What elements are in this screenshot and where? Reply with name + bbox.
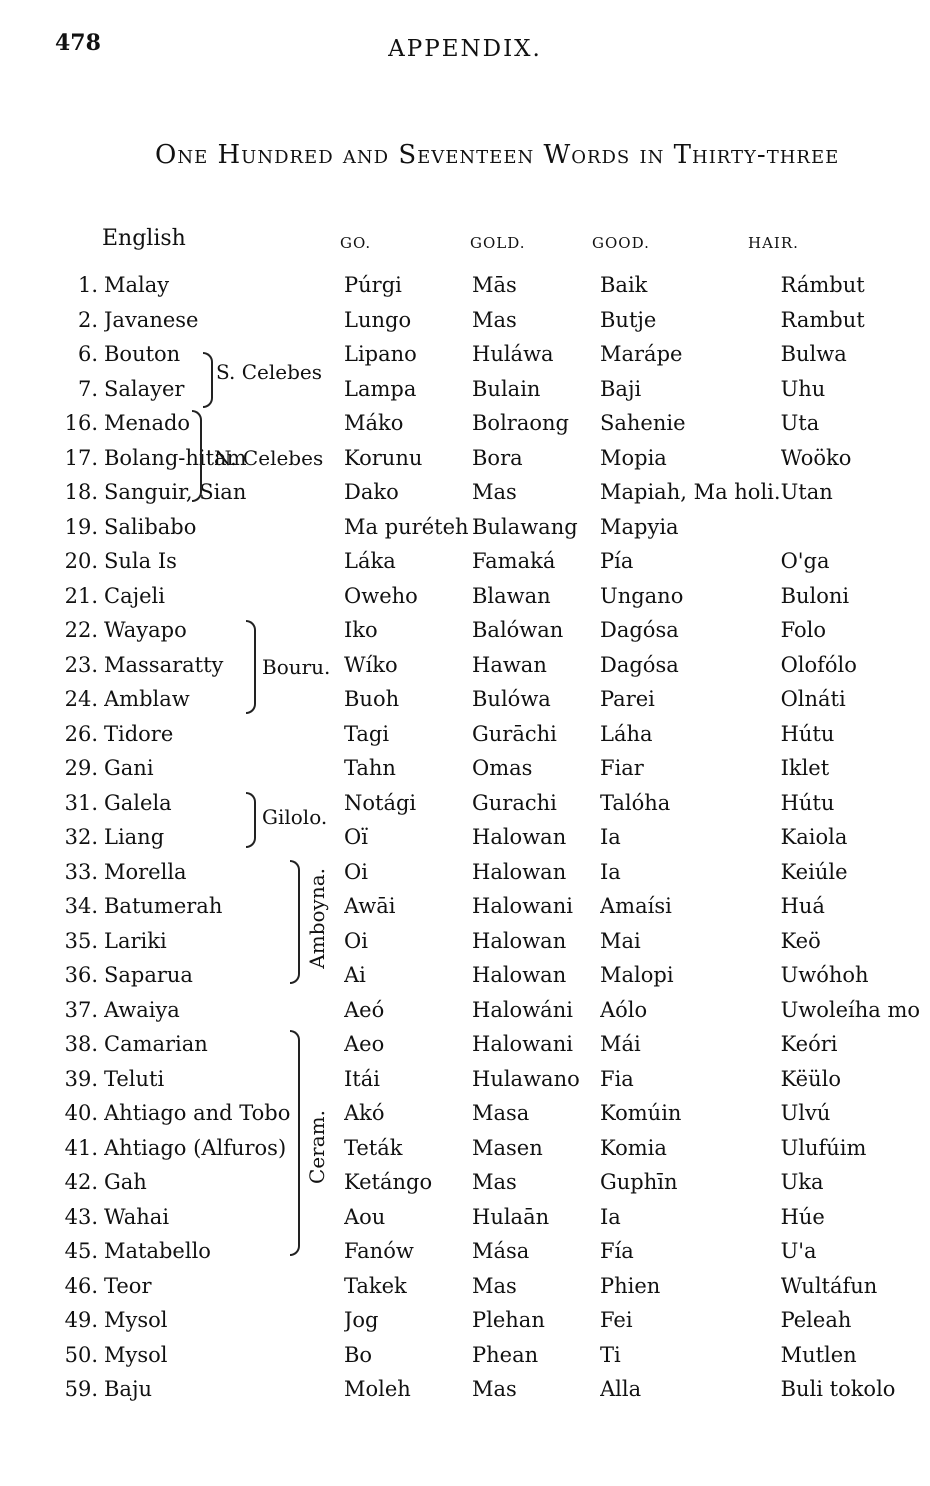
- table-row: [52, 1096, 921, 1131]
- word-good: Fei: [600, 1308, 633, 1333]
- word-go: Notági: [344, 790, 417, 815]
- word-hair: O'ga: [780, 549, 830, 574]
- row-number: 26.: [64, 721, 98, 746]
- row-number: 6.: [77, 342, 98, 367]
- word-hair: Ulufúim: [780, 1135, 867, 1160]
- language-name: Gah: [104, 1170, 147, 1195]
- word-go: Ai: [344, 963, 366, 988]
- language-name: Malay: [104, 273, 170, 298]
- table-row: [52, 268, 921, 303]
- language-name: Javanese: [104, 307, 199, 332]
- word-hair: Húe: [780, 1204, 825, 1229]
- table-row: [52, 441, 921, 476]
- table-row: [52, 1338, 921, 1373]
- table-row: [52, 1062, 921, 1097]
- row-number: 29.: [64, 756, 98, 781]
- word-gold: Blawan: [472, 583, 551, 608]
- row-number: 37.: [64, 997, 98, 1022]
- word-hair: Keö: [780, 928, 821, 953]
- column-header-good: GOOD.: [592, 234, 650, 252]
- word-good: Fía: [600, 1239, 634, 1264]
- language-name: Salayer: [104, 376, 185, 401]
- word-gold: Mas: [472, 1377, 517, 1402]
- word-good: Mapyia: [600, 514, 679, 539]
- word-gold: Bora: [472, 445, 523, 470]
- word-gold: Mas: [472, 1273, 517, 1298]
- group-label-gilolo: Gilolo.: [262, 805, 328, 829]
- word-go: Teták: [344, 1135, 403, 1160]
- word-hair: [781, 510, 921, 545]
- row-number: 22.: [64, 618, 98, 643]
- word-go: Oi: [344, 928, 368, 953]
- word-go: Jog: [344, 1308, 379, 1333]
- word-hair: Buloni: [780, 583, 850, 608]
- group-label-bouru: Bouru.: [262, 655, 331, 679]
- language-name: Cajeli: [104, 583, 165, 608]
- table-row: [52, 372, 921, 407]
- word-good: Ia: [600, 1204, 621, 1229]
- word-gold: Gurāchi: [472, 721, 557, 746]
- word-hair: Olnáti: [780, 687, 846, 712]
- language-name: Ahtiago and Tobo: [104, 1101, 291, 1126]
- row-number: 1.: [77, 273, 98, 298]
- language-name: Lariki: [104, 928, 167, 953]
- row-number: 7.: [77, 376, 98, 401]
- row-number: 33.: [64, 859, 98, 884]
- word-good: Amaísi: [600, 894, 672, 919]
- word-hair: Rámbut: [780, 273, 865, 298]
- word-hair: Uhu: [780, 376, 826, 401]
- language-name: Bolang-hitam: [104, 445, 247, 470]
- table-row: [52, 1200, 921, 1235]
- word-good: Sahenie: [600, 411, 686, 436]
- n-celebes-bracket: [192, 410, 202, 502]
- table-row: [52, 337, 921, 372]
- word-go: Lampa: [344, 376, 417, 401]
- page-title: One Hundred and Seventeen Words in Thirty-three: [155, 140, 840, 170]
- word-gold: Phean: [472, 1342, 539, 1367]
- word-good: Baik: [600, 273, 648, 298]
- language-name: Gani: [104, 756, 154, 781]
- word-gold: Halowan: [472, 963, 567, 988]
- word-gold: Halowani: [472, 894, 573, 919]
- language-name: Teluti: [104, 1066, 165, 1091]
- word-good: Aólo: [600, 997, 648, 1022]
- table-row: [52, 717, 921, 752]
- word-gold: Mās: [472, 273, 517, 298]
- word-hair: Kaiola: [780, 825, 848, 850]
- word-go: Máko: [344, 411, 404, 436]
- word-gold: Halowan: [472, 928, 567, 953]
- row-number: 19.: [64, 514, 98, 539]
- row-number: 34.: [64, 894, 98, 919]
- table-row: [52, 544, 921, 579]
- language-name: Galela: [104, 790, 172, 815]
- row-number: 35.: [64, 928, 98, 953]
- language-name: Wayapo: [104, 618, 187, 643]
- table-row: [52, 579, 921, 614]
- language-name: Sanguir, Sian: [104, 480, 247, 505]
- table-row: [52, 510, 921, 545]
- row-number: 50.: [64, 1342, 98, 1367]
- word-hair: Woöko: [780, 445, 852, 470]
- language-name: Teor: [104, 1273, 152, 1298]
- word-gold: Famaká: [472, 549, 556, 574]
- word-good: Ti: [600, 1342, 621, 1367]
- word-gold: Hulawano: [472, 1066, 580, 1091]
- word-hair: Keóri: [780, 1032, 838, 1057]
- word-gold: Bulawang: [472, 514, 578, 539]
- word-gold: Hawan: [472, 652, 547, 677]
- word-go: Bo: [344, 1342, 373, 1367]
- row-number: 18.: [64, 480, 98, 505]
- language-name: Ahtiago (Alfuros): [104, 1135, 287, 1160]
- word-good: Mai: [600, 928, 641, 953]
- row-number: 23.: [64, 652, 98, 677]
- word-go: Fanów: [344, 1239, 414, 1264]
- word-hair: Wultáfun: [780, 1273, 878, 1298]
- word-good: Dagósa: [600, 652, 679, 677]
- word-hair: Keiúle: [780, 859, 848, 884]
- table-row: [52, 682, 921, 717]
- table-row: [52, 1269, 921, 1304]
- table-row: [52, 475, 921, 510]
- word-gold: Mas: [472, 1170, 517, 1195]
- table-row: [52, 1131, 921, 1166]
- word-hair: Uka: [780, 1170, 824, 1195]
- word-go: Aou: [344, 1204, 386, 1229]
- word-hair: Mutlen: [780, 1342, 857, 1367]
- word-gold: Halowan: [472, 825, 567, 850]
- table-row: [52, 855, 921, 890]
- word-go: Aeó: [344, 997, 385, 1022]
- word-good: Komúin: [600, 1101, 682, 1126]
- language-name: Saparua: [104, 963, 193, 988]
- word-go: Itái: [344, 1066, 380, 1091]
- column-header-hair: HAIR.: [748, 234, 799, 252]
- word-gold: Bolraong: [472, 411, 569, 436]
- table-row: [52, 1165, 921, 1200]
- word-go: Púrgi: [344, 273, 402, 298]
- table-row: [52, 786, 921, 821]
- column-header-go: GO.: [340, 234, 372, 252]
- word-go: Aeo: [344, 1032, 385, 1057]
- column-header-gold: GOLD.: [470, 234, 526, 252]
- group-label-n-celebes: N. Celebes: [214, 446, 324, 470]
- word-go: Oi: [344, 859, 368, 884]
- language-name: Amblaw: [104, 687, 190, 712]
- row-number: 41.: [64, 1135, 98, 1160]
- word-go: Awāi: [344, 894, 396, 919]
- word-gold: Gurachi: [472, 790, 557, 815]
- word-good: Komia: [600, 1135, 667, 1160]
- table-row: [52, 1372, 921, 1407]
- word-gold: Balówan: [472, 618, 564, 643]
- table-row: [52, 406, 921, 441]
- word-good: Guphīn: [600, 1170, 678, 1195]
- language-name: Mysol: [104, 1308, 168, 1333]
- word-gold: Hulaān: [472, 1204, 550, 1229]
- table-row: [52, 1234, 921, 1269]
- row-number: 21.: [64, 583, 98, 608]
- row-number: 45.: [64, 1239, 98, 1264]
- gilolo-bracket: [246, 792, 256, 848]
- row-number: 40.: [64, 1101, 98, 1126]
- word-go: Oï: [344, 825, 368, 850]
- table-row: [52, 1303, 921, 1338]
- page-number: 478: [55, 30, 101, 56]
- word-go: Tagi: [344, 721, 390, 746]
- word-gold: Masa: [472, 1101, 530, 1126]
- word-hair: Këülo: [780, 1066, 841, 1091]
- word-go: Lungo: [344, 307, 412, 332]
- group-label-amboyna: Amboyna.: [305, 868, 329, 969]
- word-gold: Bulain: [472, 376, 541, 401]
- word-hair: Bulwa: [780, 342, 847, 367]
- word-hair: Hútu: [780, 790, 835, 815]
- row-number: 43.: [64, 1204, 98, 1229]
- word-hair: Iklet: [780, 756, 830, 781]
- group-label-s-celebes: S. Celebes: [216, 360, 322, 384]
- word-go: Dako: [344, 480, 399, 505]
- word-go: Wíko: [344, 652, 398, 677]
- word-good: Marápe: [600, 342, 683, 367]
- table-row: [52, 958, 921, 993]
- word-hair: Folo: [780, 618, 826, 643]
- word-good: Mái: [600, 1032, 641, 1057]
- table-row: [52, 648, 921, 683]
- table-row: [52, 924, 921, 959]
- word-good: Baji: [600, 376, 642, 401]
- row-number: 39.: [64, 1066, 98, 1091]
- word-gold: Mas: [472, 307, 517, 332]
- language-name: Matabello: [104, 1239, 211, 1264]
- word-hair: Peleah: [780, 1308, 852, 1333]
- language-name: Bouton: [104, 342, 181, 367]
- word-good: Ungano: [600, 583, 684, 608]
- word-go: Moleh: [344, 1377, 411, 1402]
- language-name: Sula Is: [104, 549, 177, 574]
- table-row: [52, 889, 921, 924]
- language-name: Wahai: [104, 1204, 170, 1229]
- word-go: Ketángo: [344, 1170, 433, 1195]
- word-go: Korunu: [344, 445, 423, 470]
- word-go: Oweho: [344, 583, 418, 608]
- word-gold: Mása: [472, 1239, 530, 1264]
- word-good: Fiar: [600, 756, 644, 781]
- word-hair: Uwoleíha mo: [780, 997, 921, 1022]
- row-number: 17.: [64, 445, 98, 470]
- word-gold: Halowáni: [472, 997, 573, 1022]
- word-hair: Buli tokolo: [780, 1377, 896, 1402]
- word-good: Láha: [600, 721, 653, 746]
- word-hair: Olofólo: [780, 652, 857, 677]
- vocabulary-table: [52, 268, 921, 1407]
- word-gold: Halowani: [472, 1032, 573, 1057]
- row-number: 59.: [64, 1377, 98, 1402]
- row-number: 32.: [64, 825, 98, 850]
- language-name: Batumerah: [104, 894, 223, 919]
- table-row: [52, 303, 921, 338]
- word-good: Dagósa: [600, 618, 679, 643]
- word-go: Takek: [344, 1273, 407, 1298]
- row-number: 49.: [64, 1308, 98, 1333]
- language-name: Camarian: [104, 1032, 208, 1057]
- word-hair: Ulvú: [780, 1101, 831, 1126]
- word-go: Buoh: [344, 687, 400, 712]
- table-row: [52, 751, 921, 786]
- language-name: Morella: [104, 859, 187, 884]
- bouru-bracket: [246, 620, 256, 714]
- language-name: Tidore: [104, 721, 174, 746]
- word-good: Mopia: [600, 445, 667, 470]
- word-good: Ia: [600, 859, 621, 884]
- word-good: Mapiah, Ma holi.: [600, 480, 781, 505]
- language-name: Baju: [104, 1377, 152, 1402]
- table-row: [52, 993, 921, 1028]
- word-good: Malopi: [600, 963, 674, 988]
- word-hair: Uwóhoh: [780, 963, 869, 988]
- word-gold: Huláwa: [472, 342, 554, 367]
- row-number: 31.: [64, 790, 98, 815]
- language-name: Menado: [104, 411, 191, 436]
- row-number: 36.: [64, 963, 98, 988]
- word-good: Butje: [600, 307, 657, 332]
- word-go: Iko: [344, 618, 378, 643]
- language-name: Liang: [104, 825, 165, 850]
- row-number: 16.: [64, 411, 98, 436]
- word-gold: Halowan: [472, 859, 567, 884]
- english-header: English: [102, 226, 186, 251]
- word-good: Talóha: [600, 790, 671, 815]
- row-number: 24.: [64, 687, 98, 712]
- word-gold: Omas: [472, 756, 533, 781]
- word-go: Lipano: [344, 342, 417, 367]
- row-number: 38.: [64, 1032, 98, 1057]
- ceram-bracket: [290, 1030, 300, 1256]
- group-label-ceram: Ceram.: [305, 1110, 329, 1184]
- row-number: 20.: [64, 549, 98, 574]
- word-good: Parei: [600, 687, 655, 712]
- table-row: [52, 613, 921, 648]
- language-name: Awaiya: [104, 997, 180, 1022]
- word-good: Phien: [600, 1273, 661, 1298]
- word-gold: Bulówa: [472, 687, 551, 712]
- word-hair: U'a: [780, 1239, 817, 1264]
- row-number: 42.: [64, 1170, 98, 1195]
- word-hair: Rambut: [780, 307, 865, 332]
- s-celebes-bracket: [203, 352, 213, 408]
- table-row: [52, 1027, 921, 1062]
- word-go: Tahn: [344, 756, 396, 781]
- table-row: [52, 820, 921, 855]
- word-gold: Masen: [472, 1135, 543, 1160]
- word-go: Láka: [344, 549, 396, 574]
- word-hair: Huá: [780, 894, 825, 919]
- word-go: Akó: [344, 1101, 385, 1126]
- word-hair: Uta: [780, 411, 820, 436]
- language-name: Salibabo: [104, 514, 197, 539]
- row-number: 2.: [77, 307, 98, 332]
- language-name: Massaratty: [104, 652, 224, 677]
- word-gold: Mas: [472, 480, 517, 505]
- word-good: Ia: [600, 825, 621, 850]
- running-head: APPENDIX.: [388, 36, 542, 62]
- word-go: Ma puréteh: [344, 514, 469, 539]
- language-name: Mysol: [104, 1342, 168, 1367]
- word-good: Pía: [600, 549, 634, 574]
- word-gold: Plehan: [472, 1308, 545, 1333]
- row-number: 46.: [64, 1273, 98, 1298]
- word-good: Alla: [600, 1377, 642, 1402]
- word-hair: Utan: [780, 480, 833, 505]
- word-good: Fia: [600, 1066, 634, 1091]
- amboyna-bracket: [290, 860, 300, 984]
- word-hair: Hútu: [780, 721, 835, 746]
